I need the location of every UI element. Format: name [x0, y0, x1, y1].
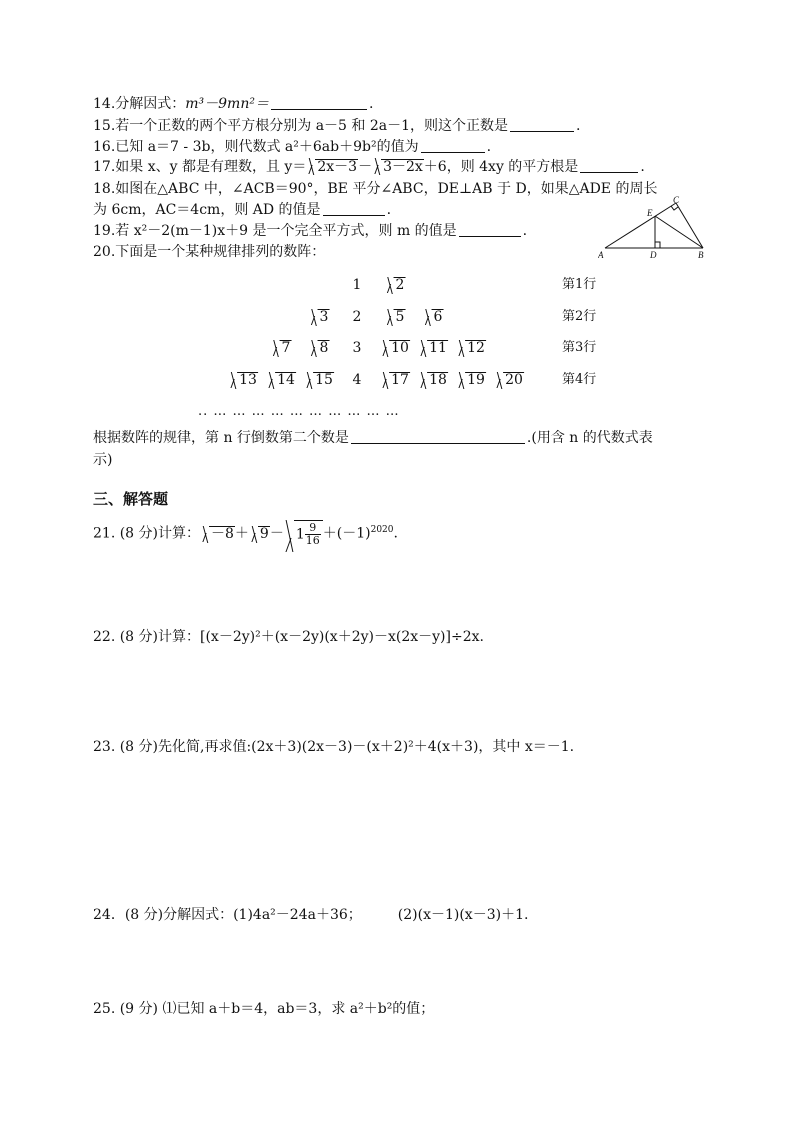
question-20-followup	[93, 429, 653, 447]
q20-followup-line2: 示)	[93, 452, 113, 468]
q17-text-a: 17.如果 x、y 都是有理数，且 y＝	[93, 159, 307, 175]
array-number: 10	[380, 340, 410, 356]
question-25	[93, 1000, 434, 1018]
array-row-label: 第1行	[562, 277, 597, 292]
right-angle-mark-c	[671, 206, 678, 210]
question-14	[93, 95, 373, 113]
q18-line-1: 18.如图在△ABC 中，∠ACB＝90°，BE 平分∠ABC，DE⊥AB 于 D，如果△ADE 的周长	[93, 181, 658, 197]
array-row-label: 第2行	[562, 309, 597, 324]
array-number: 7	[271, 340, 292, 356]
array-number: 12	[456, 340, 486, 356]
q20-followup-b: .(用含 n 的代数式表	[526, 430, 653, 446]
question-15	[93, 117, 580, 135]
q21-prefix: 21. (8 分)计算：	[93, 525, 200, 542]
q21-fraction	[305, 522, 321, 547]
q23-text: 23. (8 分)先化简,再求值:(2x＋3)(2x－3)－(x＋2)²＋4(x＋3)，其中 x＝－1.	[93, 739, 575, 755]
q21-radicand-2: 9	[259, 525, 269, 542]
sqrt-symbol	[249, 526, 270, 542]
label-d: D	[650, 250, 657, 260]
q21-minus: －	[269, 525, 284, 542]
question-18-line-2	[93, 201, 391, 219]
section-heading: 三、解答题	[93, 490, 169, 508]
label-a: A	[598, 250, 604, 260]
q16-end: .	[486, 139, 492, 155]
q17-end: .	[640, 159, 645, 175]
q24-part-2: (2)(x－1)(x－3)＋1.	[397, 907, 529, 923]
question-23	[93, 738, 574, 756]
q24-part-1: 24．(8 分)分解因式：(1)4a²－24a＋36；	[93, 907, 362, 923]
question-18-line-1	[93, 180, 657, 198]
array-number: 11	[418, 340, 448, 356]
q14-text: 14.分解因式：	[93, 96, 186, 112]
question-19	[93, 222, 527, 240]
triangle-figure	[598, 196, 710, 260]
q21-numerator: 9	[305, 522, 321, 535]
q25-text: 25. (9 分) ⑴已知 a＋b＝4，ab＝3，求 a²＋b²的值；	[93, 1001, 435, 1017]
question-20	[93, 243, 325, 261]
array-number: 1	[352, 277, 362, 293]
answer-blank-17[interactable]	[580, 158, 638, 173]
array-row-label: 第3行	[562, 340, 597, 355]
array-number: 2	[352, 309, 362, 325]
q14-end: .	[368, 96, 374, 112]
sqrt-symbol	[306, 158, 358, 176]
segment-cb	[676, 203, 703, 248]
q21-denominator: 16	[305, 534, 320, 547]
array-number: 20	[494, 372, 524, 388]
array-number: 15	[304, 372, 334, 388]
array-number: 19	[456, 372, 486, 388]
q16-text: 16.已知 a＝7 - 3b，则代数式 a²＋6ab＋9b²的值为	[93, 139, 419, 155]
q17-text-b: ＋6，则 4xy 的平方根是	[423, 159, 579, 175]
q15-text: 15.若一个正数的两个平方根分别为 a－5 和 2a－1，则这个正数是	[93, 118, 509, 134]
label-e: E	[647, 208, 653, 218]
q21-tail: ＋(－1)	[322, 525, 371, 542]
q22-text: 22. (8 分)计算：[(x－2y)²＋(x－2y)(x＋2y)－x(2x－y)]÷2x.	[93, 629, 484, 645]
array-number: 5	[385, 309, 406, 325]
q17-minus: －	[358, 159, 373, 175]
array-number: 17	[380, 372, 410, 388]
q21-plus: ＋	[234, 525, 249, 542]
array-row-label: 第4行	[562, 372, 597, 387]
array-number: 18	[418, 372, 448, 388]
q19-end: .	[522, 223, 528, 239]
q17-radicand-2: 3－2x	[383, 159, 423, 175]
q21-radicand-1: －8	[211, 525, 234, 542]
q17-radicand-1: 2x－3	[317, 159, 358, 175]
array-number: 14	[266, 372, 296, 388]
array-number: 3	[309, 309, 330, 325]
answer-blank-18[interactable]	[323, 201, 385, 216]
answer-blank-14[interactable]	[271, 95, 367, 110]
q20-followup-a: 根据数阵的规律，第 n 行倒数第二个数是	[93, 430, 349, 446]
q14-expr: m³－9mn²＝	[185, 96, 269, 112]
sqrt-symbol	[372, 158, 424, 176]
q21-end: .	[393, 525, 398, 542]
question-16	[93, 138, 491, 156]
label-b: B	[698, 250, 704, 260]
question-21	[93, 520, 398, 547]
answer-blank-16[interactable]	[421, 138, 485, 153]
answer-blank-19[interactable]	[459, 222, 521, 237]
right-angle-mark-d	[655, 242, 660, 248]
array-number: 6	[423, 309, 444, 325]
big-sqrt-symbol	[284, 520, 323, 547]
question-17	[93, 158, 645, 176]
segment-be	[655, 216, 703, 248]
segment-ac	[605, 203, 676, 248]
q20-text: 20.下面是一个某种规律排列的数阵：	[93, 244, 326, 260]
q15-end: .	[576, 118, 581, 134]
array-number: 3	[352, 340, 362, 356]
q21-whole: 1	[295, 526, 305, 543]
array-number: 8	[309, 340, 330, 356]
array-ellipsis: .. … … … … … … … … … …	[198, 404, 400, 419]
label-c: C	[673, 196, 680, 205]
answer-blank-20[interactable]	[351, 429, 525, 444]
array-number: 13	[228, 372, 258, 388]
array-number: 4	[352, 372, 362, 388]
question-22	[93, 628, 484, 646]
question-20-followup-2	[93, 451, 112, 469]
q18-line-2: 为 6cm，AC＝4cm，则 AD 的值是	[93, 202, 321, 218]
sqrt-symbol	[200, 526, 235, 542]
array-number: 2	[385, 277, 406, 293]
question-24	[93, 906, 528, 924]
q19-text: 19.若 x²－2(m－1)x＋9 是一个完全平方式，则 m 的值是	[93, 223, 457, 239]
q21-exponent: 2020	[370, 524, 394, 535]
answer-blank-15[interactable]	[510, 117, 574, 132]
q18-end: .	[386, 202, 392, 218]
